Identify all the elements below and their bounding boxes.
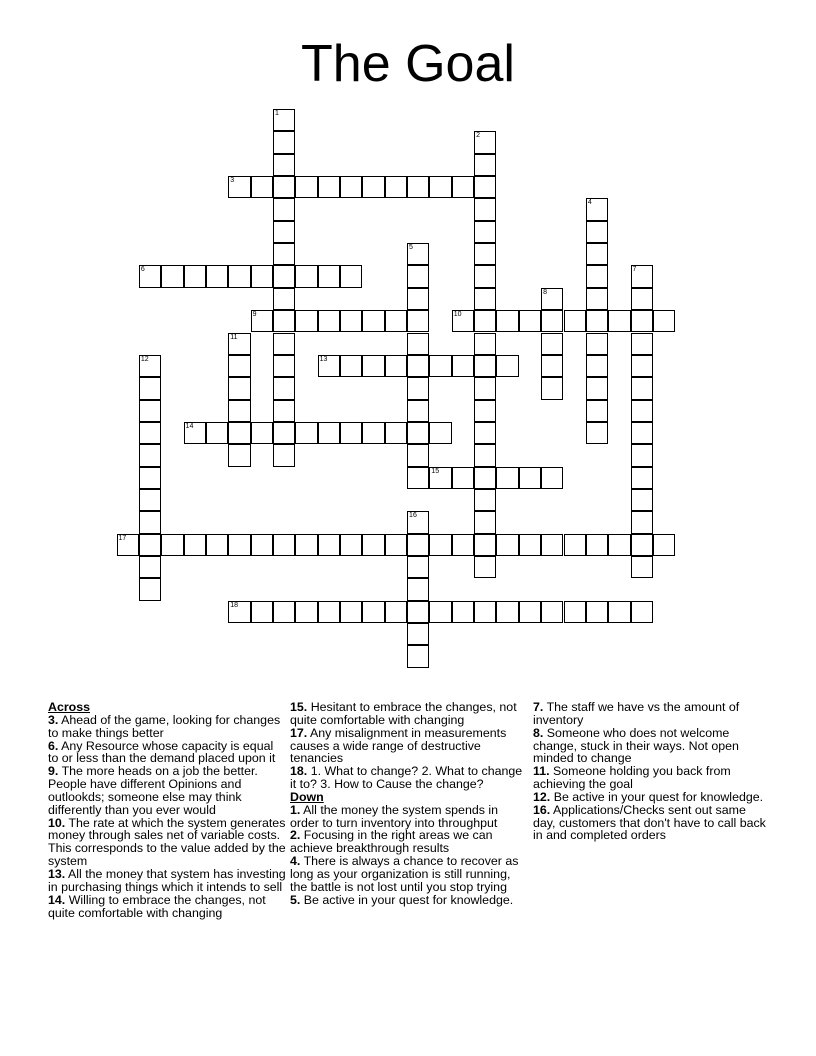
- grid-cell[interactable]: [228, 400, 250, 422]
- grid-cell[interactable]: [653, 534, 675, 556]
- grid-cell[interactable]: [161, 265, 183, 287]
- grid-cell[interactable]: [631, 467, 653, 489]
- grid-cell[interactable]: [474, 265, 496, 287]
- clue-text: Willing to embrace the changes, not quite comfortable with changing: [48, 892, 266, 920]
- cell-number: 7: [632, 266, 637, 274]
- grid-cell[interactable]: [318, 422, 340, 444]
- grid-cell[interactable]: [586, 198, 608, 220]
- grid-cell[interactable]: [519, 601, 541, 623]
- grid-cell[interactable]: [340, 534, 362, 556]
- grid-cell[interactable]: [228, 176, 250, 198]
- cell-number: 16: [409, 512, 417, 520]
- clues-column-2: [290, 701, 528, 907]
- grid-cell[interactable]: [519, 467, 541, 489]
- grid-cell[interactable]: [631, 310, 653, 332]
- grid-cell[interactable]: [631, 377, 653, 399]
- grid-cell[interactable]: [564, 310, 586, 332]
- grid-cell[interactable]: [117, 534, 139, 556]
- grid-cell[interactable]: [139, 578, 161, 600]
- down-heading: Down: [290, 789, 324, 804]
- grid-cell[interactable]: [474, 221, 496, 243]
- grid-cell[interactable]: [586, 310, 608, 332]
- grid-cell[interactable]: [452, 355, 474, 377]
- grid-cell[interactable]: [474, 377, 496, 399]
- clue-down-16: [533, 804, 768, 843]
- clue-text: There is always a chance to recover as long as your organization is still running, the battle is not lost until you stop trying: [290, 854, 519, 894]
- clue-number: 1.: [290, 802, 301, 817]
- grid-cell[interactable]: [496, 310, 518, 332]
- grid-cell[interactable]: [251, 265, 273, 287]
- clue-across-10: [48, 817, 286, 868]
- grid-cell[interactable]: [228, 377, 250, 399]
- grid-cell[interactable]: [362, 355, 384, 377]
- grid-cell[interactable]: [586, 422, 608, 444]
- grid-cell[interactable]: [139, 556, 161, 578]
- grid-cell[interactable]: [474, 489, 496, 511]
- grid-cell[interactable]: [251, 310, 273, 332]
- clue-across-14: [48, 894, 286, 920]
- page-title: The Goal: [301, 35, 515, 93]
- clue-number: 15.: [290, 700, 308, 714]
- grid-cell[interactable]: [273, 377, 295, 399]
- grid-cell[interactable]: [362, 534, 384, 556]
- grid-cell[interactable]: [318, 265, 340, 287]
- grid-cell[interactable]: [407, 355, 429, 377]
- grid-cell[interactable]: [407, 601, 429, 623]
- clue-text: Any Resource whose capacity is equal to or less than the demand placed upon it: [48, 738, 276, 766]
- grid-cell[interactable]: [340, 265, 362, 287]
- grid-cell[interactable]: [273, 176, 295, 198]
- clue-down-1: [290, 804, 528, 830]
- grid-cell[interactable]: [407, 400, 429, 422]
- clue-text: Be active in your quest for knowledge.: [553, 789, 764, 804]
- grid-cell[interactable]: [273, 422, 295, 444]
- grid-cell[interactable]: [474, 534, 496, 556]
- grid-cell[interactable]: [184, 534, 206, 556]
- grid-cell[interactable]: [608, 601, 630, 623]
- grid-cell[interactable]: [452, 176, 474, 198]
- clue-number: 7.: [533, 700, 544, 714]
- grid-cell[interactable]: [385, 355, 407, 377]
- grid-cell[interactable]: [295, 534, 317, 556]
- grid-cell[interactable]: [318, 355, 340, 377]
- grid-cell[interactable]: [474, 243, 496, 265]
- grid-cell[interactable]: [228, 534, 250, 556]
- grid-cell[interactable]: [407, 243, 429, 265]
- grid-cell[interactable]: [273, 355, 295, 377]
- grid-cell[interactable]: [631, 288, 653, 310]
- grid-cell[interactable]: [273, 243, 295, 265]
- clue-text: All the money that system has investing in purchasing things which it intends to sell: [48, 866, 286, 894]
- grid-cell[interactable]: [586, 333, 608, 355]
- clues-column-3: [533, 701, 768, 842]
- cell-number: 5: [409, 244, 413, 252]
- grid-cell[interactable]: [474, 556, 496, 578]
- grid-cell[interactable]: [474, 444, 496, 466]
- grid-cell[interactable]: [586, 377, 608, 399]
- grid-cell[interactable]: [407, 444, 429, 466]
- grid-cell[interactable]: [474, 131, 496, 153]
- cell-number: 12: [140, 355, 149, 363]
- grid-cell[interactable]: [139, 400, 161, 422]
- grid-cell[interactable]: [251, 422, 273, 444]
- grid-cell[interactable]: [184, 265, 206, 287]
- grid-cell[interactable]: [273, 444, 295, 466]
- grid-cell[interactable]: [161, 534, 183, 556]
- cell-number: 13: [319, 355, 328, 363]
- grid-cell[interactable]: [362, 422, 384, 444]
- cell-number: 6: [140, 266, 145, 274]
- grid-cell[interactable]: [541, 310, 563, 332]
- grid-cell[interactable]: [295, 310, 317, 332]
- grid-cell[interactable]: [429, 601, 451, 623]
- grid-cell[interactable]: [228, 333, 250, 355]
- grid-cell[interactable]: [541, 534, 563, 556]
- grid-cell[interactable]: [139, 467, 161, 489]
- grid-cell[interactable]: [273, 288, 295, 310]
- clue-number: 9.: [48, 764, 59, 779]
- grid-cell[interactable]: [631, 355, 653, 377]
- grid-cell[interactable]: [519, 310, 541, 332]
- clue-number: 4.: [290, 854, 301, 869]
- grid-cell[interactable]: [139, 355, 161, 377]
- grid-cell[interactable]: [206, 265, 228, 287]
- grid-cell[interactable]: [631, 400, 653, 422]
- grid-cell[interactable]: [273, 154, 295, 176]
- grid-cell[interactable]: [273, 198, 295, 220]
- clue-down-5: [290, 894, 528, 907]
- grid-cell[interactable]: [139, 489, 161, 511]
- cell-number: 15: [431, 467, 440, 475]
- grid-cell[interactable]: [586, 221, 608, 243]
- clue-across-9: [48, 765, 286, 816]
- grid-cell[interactable]: [474, 288, 496, 310]
- grid-cell[interactable]: [139, 511, 161, 533]
- grid-cell[interactable]: [273, 265, 295, 287]
- grid-cell[interactable]: [496, 601, 518, 623]
- clue-down-4: [290, 855, 528, 894]
- grid-cell[interactable]: [452, 467, 474, 489]
- grid-cell[interactable]: [273, 534, 295, 556]
- grid-cell[interactable]: [295, 601, 317, 623]
- clues-column-1: [48, 701, 286, 919]
- cell-number: 3: [230, 177, 235, 185]
- grid-cell[interactable]: [429, 176, 451, 198]
- grid-cell[interactable]: [541, 355, 563, 377]
- grid-cell[interactable]: [474, 154, 496, 176]
- clue-down-7: [533, 701, 768, 727]
- grid-cell[interactable]: [631, 556, 653, 578]
- grid-cell[interactable]: [452, 310, 474, 332]
- grid-cell[interactable]: [273, 221, 295, 243]
- grid-cell[interactable]: [631, 265, 653, 287]
- grid-cell[interactable]: [206, 534, 228, 556]
- clue-text: The staff we have vs the amount of inventory: [533, 700, 740, 727]
- grid-cell[interactable]: [139, 265, 161, 287]
- grid-cell[interactable]: [295, 176, 317, 198]
- grid-cell[interactable]: [474, 198, 496, 220]
- grid-cell[interactable]: [273, 333, 295, 355]
- grid-cell[interactable]: [631, 511, 653, 533]
- clue-across-6: [48, 740, 286, 766]
- cell-number: 10: [453, 311, 462, 319]
- clue-number: 5.: [290, 892, 301, 907]
- clue-number: 18.: [290, 764, 308, 779]
- grid-cell[interactable]: [586, 243, 608, 265]
- clue-number: 17.: [290, 725, 308, 740]
- grid-cell[interactable]: [407, 556, 429, 578]
- grid-cell[interactable]: [385, 310, 407, 332]
- clue-number: 11.: [533, 764, 550, 779]
- grid-cell[interactable]: [631, 489, 653, 511]
- clue-number: 14.: [48, 892, 66, 907]
- grid-cell[interactable]: [385, 601, 407, 623]
- clue-number: 10.: [48, 815, 66, 830]
- clue-number: 3.: [48, 712, 59, 727]
- grid-cell[interactable]: [474, 333, 496, 355]
- grid-cell[interactable]: [318, 310, 340, 332]
- grid-cell[interactable]: [474, 467, 496, 489]
- grid-cell[interactable]: [251, 534, 273, 556]
- grid-cell[interactable]: [608, 310, 630, 332]
- clue-text: Any misalignment in measurements causes a wide range of destructive tenancies: [290, 725, 507, 766]
- grid-cell[interactable]: [564, 601, 586, 623]
- grid-cell[interactable]: [496, 467, 518, 489]
- clue-text: Be active in your quest for knowledge.: [303, 892, 514, 907]
- grid-cell[interactable]: [496, 534, 518, 556]
- grid-cell[interactable]: [273, 400, 295, 422]
- grid-cell[interactable]: [407, 176, 429, 198]
- grid-cell[interactable]: [452, 534, 474, 556]
- grid-cell[interactable]: [608, 534, 630, 556]
- clue-text: The rate at which the system generates money through sales net of variable costs. This corresponds to the value added by the system: [48, 815, 286, 869]
- grid-cell[interactable]: [429, 467, 451, 489]
- grid-cell[interactable]: [429, 534, 451, 556]
- grid-cell[interactable]: [407, 377, 429, 399]
- grid-cell[interactable]: [340, 422, 362, 444]
- grid-cell[interactable]: [519, 534, 541, 556]
- grid-cell[interactable]: [228, 444, 250, 466]
- grid-cell[interactable]: [362, 310, 384, 332]
- cell-number: 14: [185, 422, 194, 430]
- grid-cell[interactable]: [631, 601, 653, 623]
- clue-across-18: [290, 765, 528, 791]
- grid-cell[interactable]: [407, 511, 429, 533]
- cell-number: 1: [274, 110, 279, 117]
- grid-cell[interactable]: [429, 355, 451, 377]
- grid-cell[interactable]: [586, 288, 608, 310]
- grid-cell[interactable]: [139, 534, 161, 556]
- clue-across-15: [290, 701, 528, 727]
- clue-text: The more heads on a job the better. People have different Opinions and outlookds; someone else may think differently than you ever would: [48, 764, 258, 817]
- clue-across-13: [48, 868, 286, 894]
- grid-cell[interactable]: [429, 422, 451, 444]
- grid-cell[interactable]: [586, 400, 608, 422]
- grid-cell[interactable]: [631, 422, 653, 444]
- grid-cell[interactable]: [295, 422, 317, 444]
- clue-across-3: [48, 714, 286, 740]
- grid-cell[interactable]: [228, 601, 250, 623]
- clue-across-17: [290, 727, 528, 766]
- cell-number: 4: [587, 199, 592, 207]
- grid-cell[interactable]: [474, 601, 496, 623]
- cell-number: 18: [230, 601, 239, 609]
- grid-cell[interactable]: [340, 176, 362, 198]
- cell-number: 17: [118, 534, 127, 542]
- grid-cell[interactable]: [340, 355, 362, 377]
- grid-cell[interactable]: [251, 176, 273, 198]
- grid-cell[interactable]: [273, 310, 295, 332]
- grid-cell[interactable]: [228, 422, 250, 444]
- grid-cell[interactable]: [340, 601, 362, 623]
- grid-cell[interactable]: [407, 333, 429, 355]
- grid-cell[interactable]: [273, 131, 295, 153]
- grid-cell[interactable]: [385, 176, 407, 198]
- clue-number: 16.: [533, 802, 551, 817]
- grid-cell[interactable]: [362, 601, 384, 623]
- grid-cell[interactable]: [206, 422, 228, 444]
- grid-cell[interactable]: [541, 288, 563, 310]
- grid-cell[interactable]: [586, 265, 608, 287]
- clue-number: 13.: [48, 866, 66, 881]
- grid-cell[interactable]: [295, 265, 317, 287]
- grid-cell[interactable]: [653, 310, 675, 332]
- clue-number: 6.: [48, 738, 59, 753]
- grid-cell[interactable]: [184, 422, 206, 444]
- clue-text: All the money the system spends in order to turn inventory into throughput: [290, 802, 499, 830]
- cell-number: 8: [543, 288, 548, 296]
- grid-cell[interactable]: [251, 601, 273, 623]
- clue-text: Applications/Checks sent out same day, customers that don't have to call back in and completed orders: [533, 802, 766, 843]
- grid-cell[interactable]: [385, 534, 407, 556]
- clue-number: 2.: [290, 828, 301, 843]
- across-heading: Across: [48, 700, 91, 714]
- grid-cell[interactable]: [474, 355, 496, 377]
- grid-cell[interactable]: [474, 400, 496, 422]
- grid-cell[interactable]: [407, 310, 429, 332]
- grid-cell[interactable]: [452, 601, 474, 623]
- grid-cell[interactable]: [474, 310, 496, 332]
- grid-cell[interactable]: [474, 422, 496, 444]
- grid-cell[interactable]: [586, 601, 608, 623]
- cell-number: 11: [230, 333, 238, 341]
- grid-cell[interactable]: [273, 109, 295, 131]
- grid-cell[interactable]: [631, 534, 653, 556]
- clue-text: 1. What to change? 2. What to change it to? 3. How to Cause the change?: [290, 764, 523, 792]
- grid-cell[interactable]: [362, 176, 384, 198]
- grid-cell[interactable]: [541, 333, 563, 355]
- grid-cell[interactable]: [564, 534, 586, 556]
- grid-cell[interactable]: [228, 265, 250, 287]
- clue-text: Focusing in the right areas we can achieve breakthrough results: [290, 828, 493, 856]
- grid-cell[interactable]: [407, 623, 429, 645]
- grid-cell[interactable]: [318, 176, 340, 198]
- grid-cell[interactable]: [631, 333, 653, 355]
- grid-cell[interactable]: [318, 601, 340, 623]
- clue-number: 12.: [533, 789, 551, 804]
- grid-cell[interactable]: [340, 310, 362, 332]
- grid-cell[interactable]: [407, 467, 429, 489]
- clue-down-8: [533, 727, 768, 766]
- grid-cell[interactable]: [407, 645, 429, 667]
- grid-cell[interactable]: [407, 265, 429, 287]
- grid-cell[interactable]: [273, 601, 295, 623]
- grid-cell[interactable]: [228, 355, 250, 377]
- grid-cell[interactable]: [139, 422, 161, 444]
- grid-cell[interactable]: [385, 422, 407, 444]
- cell-number: 9: [252, 311, 257, 319]
- grid-cell[interactable]: [407, 534, 429, 556]
- grid-cell[interactable]: [407, 422, 429, 444]
- grid-cell[interactable]: [496, 355, 518, 377]
- grid-cell[interactable]: [474, 511, 496, 533]
- grid-cell[interactable]: [541, 377, 563, 399]
- grid-cell[interactable]: [586, 355, 608, 377]
- clue-down-2: [290, 829, 528, 855]
- grid-cell[interactable]: [586, 534, 608, 556]
- clue-text: Someone who does not welcome change, stuck in their ways. Not open minded to change: [533, 725, 739, 766]
- grid-cell[interactable]: [139, 444, 161, 466]
- grid-cell[interactable]: [541, 467, 563, 489]
- grid-cell[interactable]: [631, 444, 653, 466]
- clue-text: Hesitant to embrace the changes, not quite comfortable with changing: [290, 700, 517, 727]
- grid-cell[interactable]: [474, 176, 496, 198]
- clue-down-11: [533, 765, 768, 791]
- grid-cell[interactable]: [407, 288, 429, 310]
- grid-cell[interactable]: [318, 534, 340, 556]
- cell-number: 2: [476, 132, 480, 140]
- grid-cell[interactable]: [541, 601, 563, 623]
- clue-number: 8.: [533, 725, 544, 740]
- clue-text: Ahead of the game, looking for changes to make things better: [48, 712, 281, 740]
- clue-text: Someone holding you back from achieving the goal: [533, 764, 731, 792]
- grid-cell[interactable]: [139, 377, 161, 399]
- grid-cell[interactable]: [407, 578, 429, 600]
